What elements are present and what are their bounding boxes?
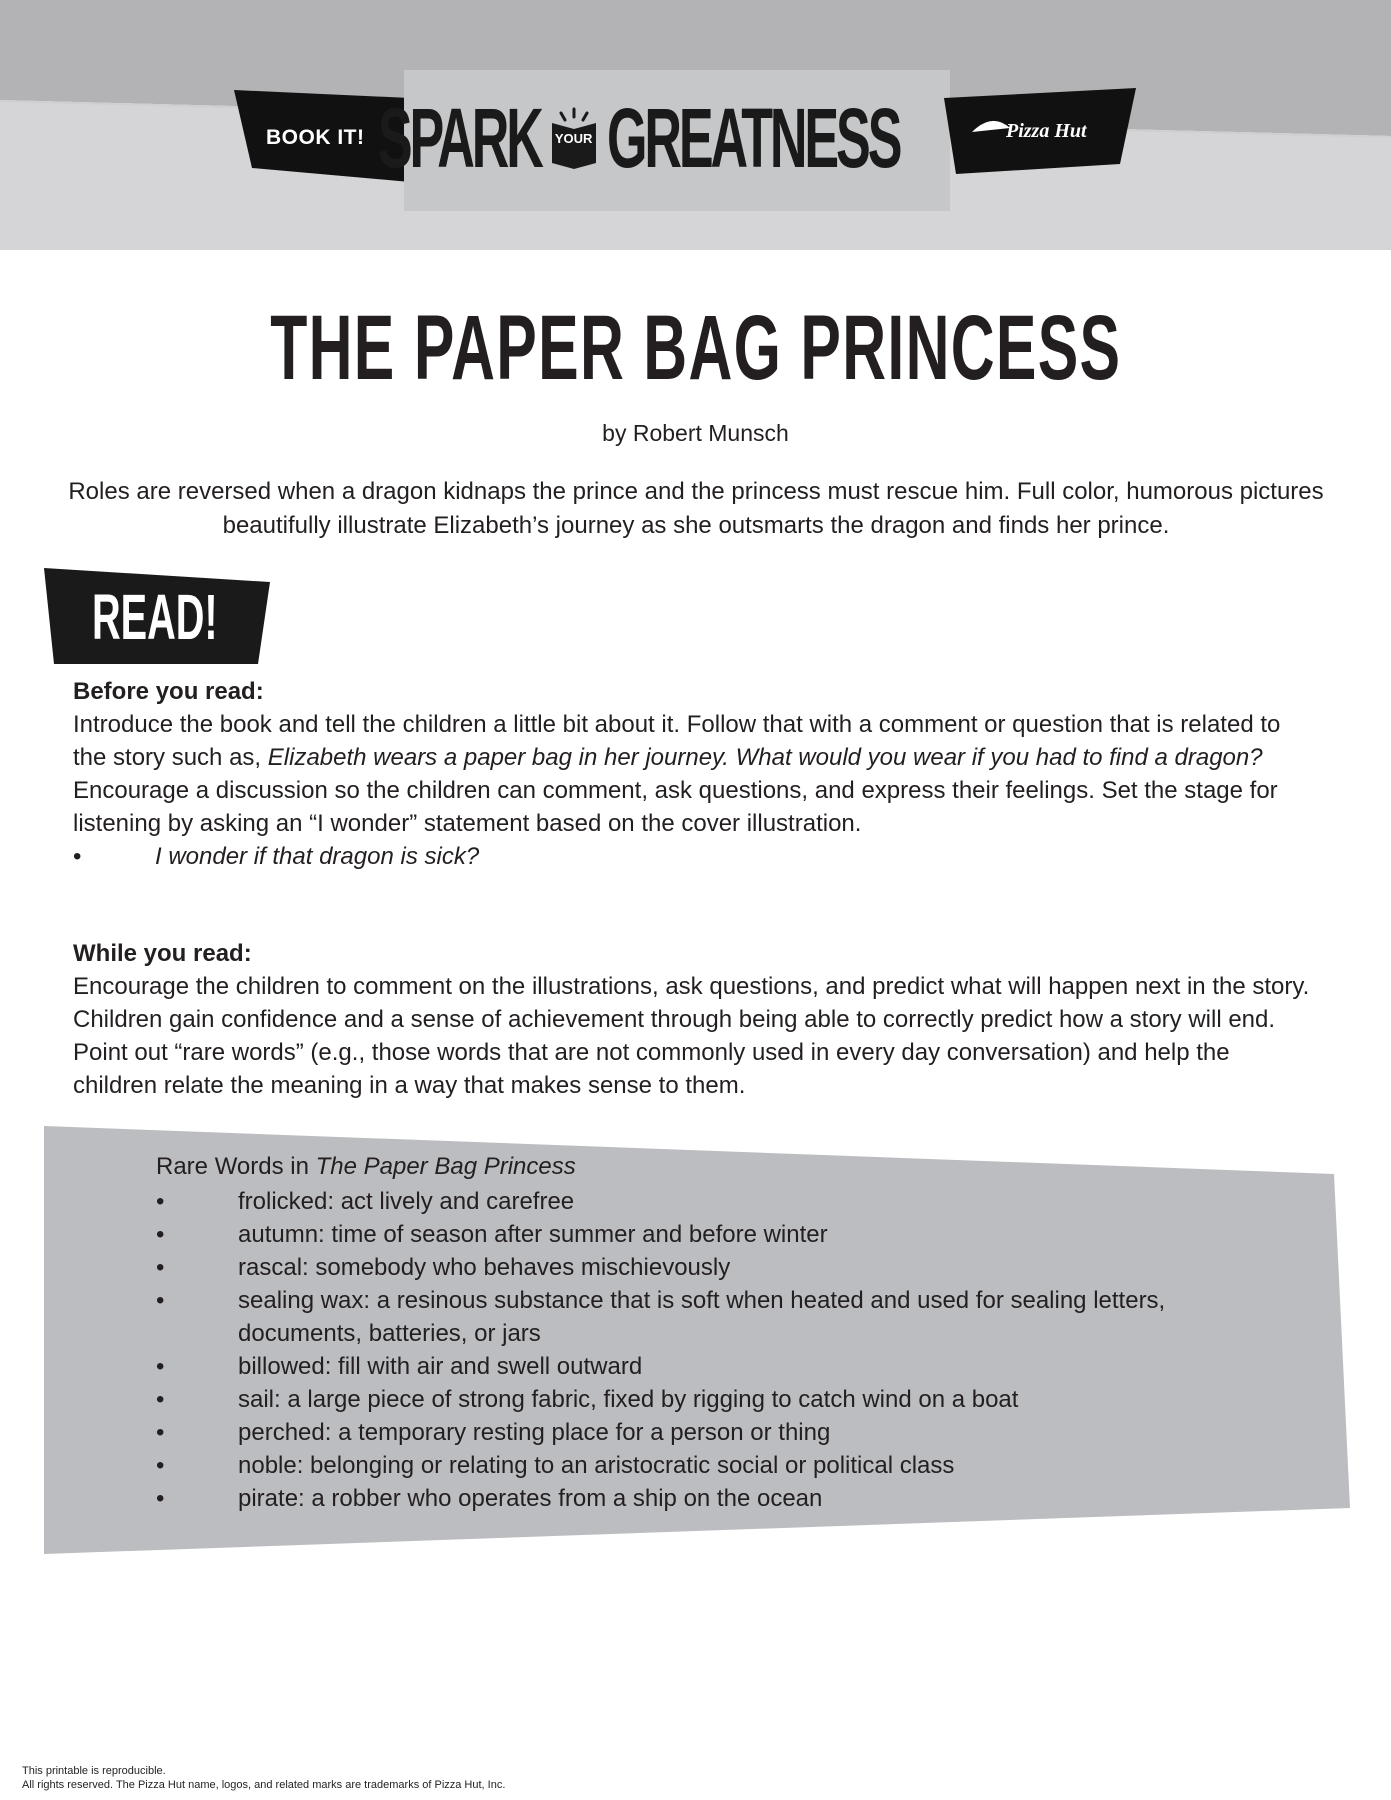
- list-item: • sail: a large piece of strong fabric, fixed by rigging to catch wind on a boat: [156, 1386, 1019, 1413]
- footer-notice: [22, 1764, 505, 1792]
- greatness-word: GREATNESS: [606, 90, 899, 185]
- footer-line-reproducible: This printable is reproducible.: [22, 1765, 166, 1777]
- list-item: • frolicked: act lively and carefree: [156, 1188, 575, 1215]
- before-you-read-heading: Before you read:: [73, 678, 264, 705]
- while-you-read-text: Encourage the children to comment on the illustrations, ask questions, and predict what will happen next in the story. Children gain confidence and a sense of achievement through being able to correctly predict how a story will end. Point out “rare words” (e.g., those words that are not commonly used in every day conversation) and help the children relate the meaning in a way that makes sense to them.: [73, 973, 1310, 1099]
- read-section-label: READ!: [92, 581, 218, 653]
- list-item: • perched: a temporary resting place for a person or thing: [156, 1419, 831, 1446]
- pizza-hut-logo: Pizza Hut: [1006, 120, 1087, 142]
- before-you-read-text: Introduce the book and tell the children a little bit about it. Follow that with a comment or question that is related to the story such as, Elizabeth wears a paper bag in her journey. What would you wear if you had to find a dragon? Encourage a discussion so the children can comment, ask questions, and express their feelings. Set the stage for listening by asking an “I wonder” statement based on the cover illustration.: [73, 711, 1281, 837]
- list-item: • noble: belonging or relating to an aristocratic social or political class: [156, 1452, 955, 1479]
- while-you-read-heading: While you read:: [73, 940, 252, 967]
- page-title: THE PAPER BAG PRINCESS: [269, 297, 1122, 399]
- rare-words-list: [156, 1185, 1216, 1515]
- author-line: by Robert Munsch: [602, 420, 789, 446]
- rare-words-title: Rare Words in The Paper Bag Princess: [156, 1153, 576, 1180]
- your-word: YOUR: [554, 131, 593, 146]
- bookit-logo: BOOK IT!: [266, 126, 365, 149]
- spark-your-greatness-logo: [377, 84, 938, 192]
- list-item: • pirate: a robber who operates from a ship on the ocean: [156, 1485, 823, 1512]
- book-badge-icon: [549, 107, 599, 169]
- spark-word: SPARK: [377, 90, 541, 185]
- list-item: • autumn: time of season after summer and before winter: [156, 1221, 828, 1248]
- book-summary: Roles are reversed when a dragon kidnaps the prince and the princess must rescue him. Full color, humorous pictures beautifully illustrate Elizabeth’s journey as she outsmarts the dragon and finds her prince.: [68, 478, 1324, 539]
- list-item: • billowed: fill with air and swell outward: [156, 1353, 643, 1380]
- list-item: • sealing wax: a resinous substance that is soft when heated and used for sealing letters, documents, batteries, or jars: [156, 1287, 1166, 1347]
- footer-line-trademark: All rights reserved. The Pizza Hut name, logos, and related marks are trademarks of Pizza Hut, Inc.: [22, 1779, 506, 1791]
- list-item: • rascal: somebody who behaves mischievously: [156, 1254, 731, 1281]
- wonder-bullet: • I wonder if that dragon is sick?: [73, 843, 480, 870]
